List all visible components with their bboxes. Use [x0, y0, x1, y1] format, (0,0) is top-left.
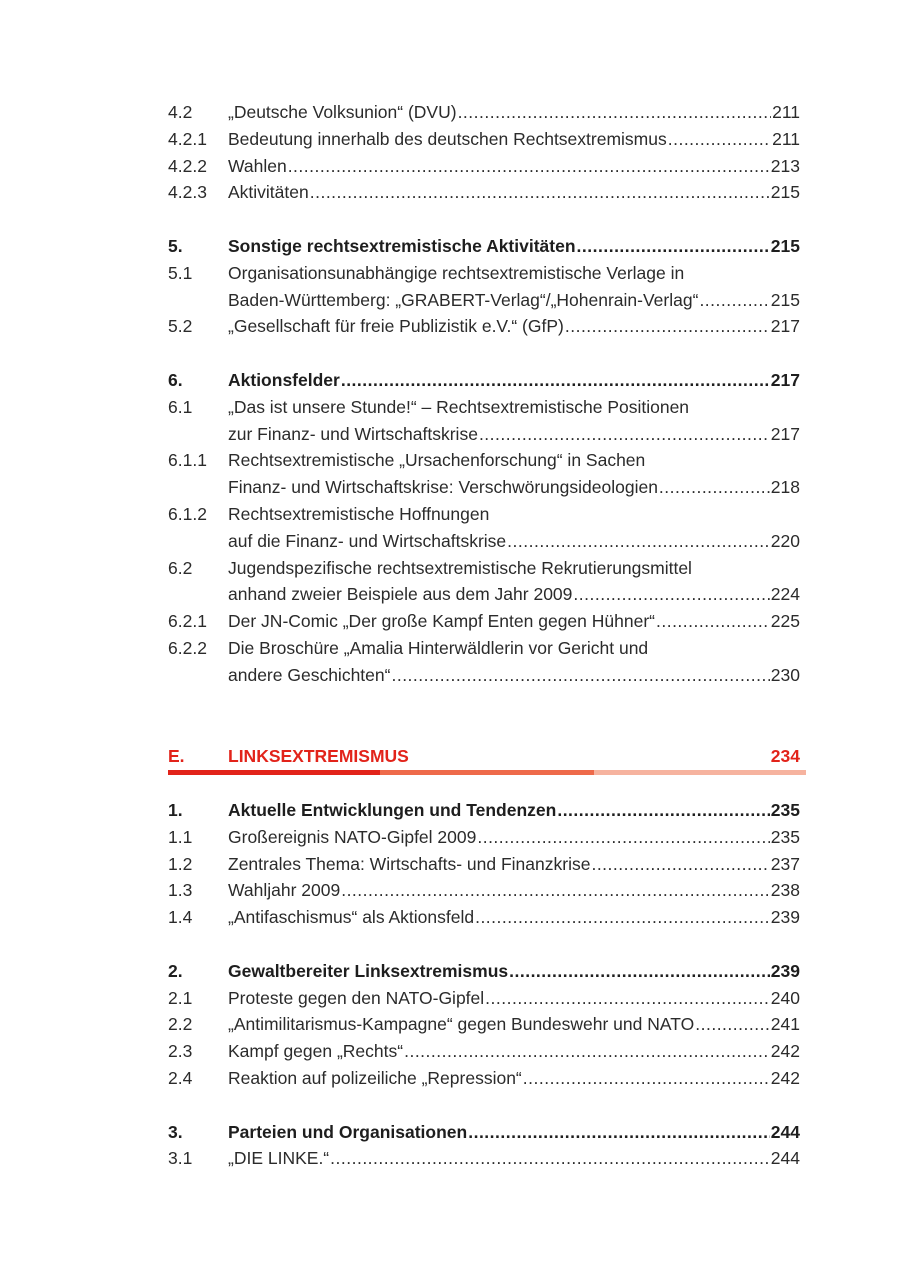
section-rule-segment [168, 770, 380, 775]
toc-entry-number: 6.2 [168, 557, 193, 578]
section-page-number: 234 [770, 746, 800, 766]
section-rule-segment [594, 770, 806, 775]
toc-entry-title: Großereignis NATO-Gipfel 2009 [228, 826, 477, 847]
dot-leader [557, 797, 769, 824]
dot-leader [523, 1065, 770, 1092]
toc-entry-page-number: 241 [770, 1014, 800, 1035]
toc-entry-title: Proteste gegen den NATO-Gipfel [228, 987, 485, 1008]
toc-entry-page-number: 230 [770, 664, 800, 685]
toc-entry-number: 6.1 [168, 396, 193, 417]
dot-leader [591, 851, 769, 878]
dot-leader [468, 1119, 770, 1146]
toc-entry[interactable] [168, 904, 800, 931]
toc-entry[interactable] [168, 421, 800, 448]
toc-entry-number: 1.2 [168, 853, 193, 874]
dot-leader [695, 1011, 770, 1038]
toc-entry[interactable] [168, 126, 800, 153]
toc-entry[interactable] [168, 1119, 800, 1146]
toc-entry-title: Zentrales Thema: Wirtschafts- und Finanzkrise [228, 853, 591, 874]
section-heading [168, 743, 806, 769]
toc-entry-title: Die Broschüre „Amalia Hinterwäldlerin vor Gericht und [228, 638, 649, 658]
toc-entry[interactable] [168, 233, 800, 260]
toc-entry[interactable] [168, 287, 800, 314]
toc-entry-number: 5.1 [168, 262, 193, 283]
toc-entry-title: zur Finanz- und Wirtschaftskrise [228, 423, 478, 444]
toc-entry-number: 4.2 [168, 102, 193, 122]
toc-entry-title: „Antimilitarismus-Kampagne“ gegen Bundeswehr und NATO [228, 1014, 695, 1035]
toc-entry[interactable] [168, 877, 800, 904]
toc-entry-title: Sonstige rechtsextremistische Aktivitäten [228, 236, 576, 256]
toc-entry[interactable] [168, 797, 800, 824]
dot-leader [475, 904, 770, 931]
toc-entry-number: 2.3 [168, 1041, 193, 1062]
toc-entry[interactable] [168, 985, 800, 1012]
toc-entry-title: Aktivitäten [228, 182, 309, 203]
toc-entry-number: 1.3 [168, 880, 193, 901]
dot-leader [310, 179, 770, 206]
toc-entry-page-number: 242 [770, 1068, 800, 1088]
toc-entry-title: Kampf gegen „Rechts“ [228, 1041, 404, 1062]
toc-entry[interactable] [168, 313, 800, 340]
toc-entry[interactable] [168, 608, 800, 635]
dot-leader [699, 287, 769, 314]
toc-entry-number: 5.2 [168, 316, 193, 337]
toc-entry-number: 6.2.2 [168, 638, 207, 658]
toc-entry-title: Jugendspezifische rechtsextremistische Rekrutierungsmittel [228, 557, 692, 578]
toc-entry-number: 6. [168, 370, 183, 390]
toc-entry-page-number: 217 [770, 316, 800, 337]
toc-entry-number: 1. [168, 800, 183, 820]
toc-entry-title: „Deutsche Volksunion“ (DVU) [228, 102, 457, 122]
toc-entry-title: „Das ist unsere Stunde!“ – Rechtsextremistische Positionen [228, 396, 690, 417]
toc-entry-title: „Antifaschismus“ als Aktionsfeld [228, 907, 475, 928]
dot-leader [668, 126, 771, 153]
toc-entry-title: Bedeutung innerhalb des deutschen Rechtsextremismus [228, 128, 667, 149]
toc-entry-page-number: 238 [770, 880, 800, 901]
toc-entry-page-number: 242 [770, 1041, 800, 1062]
dot-leader [477, 824, 769, 851]
toc-entry-page-number: 235 [770, 826, 800, 847]
dot-leader [656, 608, 770, 635]
toc-entry-title: Wahlen [228, 155, 287, 176]
toc-entry-number: 2.4 [168, 1068, 193, 1088]
toc-entry[interactable] [168, 99, 800, 126]
toc-entry-title: Rechtsextremistische „Ursachenforschung“ in Sachen [228, 450, 646, 471]
toc-entry-title: anhand zweier Beispiele aus dem Jahr 2009 [228, 584, 573, 605]
dot-leader [479, 421, 770, 448]
dot-leader [507, 528, 770, 555]
toc-entry-title: Reaktion auf polizeiliche „Repression“ [228, 1068, 522, 1088]
toc-entry-page-number: 244 [770, 1148, 800, 1169]
toc-entry[interactable] [168, 1038, 800, 1065]
toc-entry-title: Parteien und Organisationen [228, 1121, 468, 1142]
toc-entry-title: andere Geschichten“ [228, 664, 391, 685]
toc-entry-page-number: 225 [770, 611, 800, 632]
toc-entry-number: 2. [168, 960, 183, 981]
toc-entry-title: Wahljahr 2009 [228, 880, 341, 901]
toc-entry-title: auf die Finanz- und Wirtschaftskrise [228, 530, 507, 551]
toc-entry-title: Aktionsfelder [228, 370, 340, 390]
toc-entry-title: Baden-Württemberg: „GRABERT-Verlag“/„Hohenrain-Verlag“ [228, 289, 699, 310]
dot-leader [341, 367, 770, 394]
toc-entry[interactable] [168, 260, 800, 287]
dot-leader [391, 662, 769, 689]
toc-entry-number: 1.4 [168, 907, 193, 928]
toc-entry[interactable] [168, 1011, 800, 1038]
toc-entry[interactable] [168, 635, 800, 662]
dot-leader [485, 985, 770, 1012]
toc-entry[interactable] [168, 528, 800, 555]
toc-entry-page-number: 239 [770, 960, 800, 981]
toc-entry-number: 4.2.1 [168, 128, 207, 149]
toc-entry-number: 6.1.1 [168, 450, 207, 471]
toc-entry-page-number: 224 [770, 584, 800, 605]
toc-entry-page-number: 217 [770, 423, 800, 444]
toc-entry-title: „DIE LINKE.“ [228, 1148, 330, 1169]
toc-entry-number: 2.2 [168, 1014, 193, 1035]
toc-entry[interactable] [168, 179, 800, 206]
toc-entry-page-number: 235 [770, 800, 800, 820]
toc-entry[interactable] [168, 1145, 800, 1172]
section-number: E. [168, 746, 185, 766]
toc-entry[interactable] [168, 662, 800, 689]
toc-entry[interactable] [168, 367, 800, 394]
toc-entry[interactable] [168, 501, 800, 528]
toc-entry-title: Der JN-Comic „Der große Kampf Enten gegen Hühner“ [228, 611, 655, 632]
toc-entry-page-number: 215 [770, 236, 800, 256]
toc-entry-title: Finanz- und Wirtschaftskrise: Verschwörungsideologien [228, 477, 658, 498]
toc-entry-page-number: 215 [770, 182, 800, 203]
toc-entry-page-number: 220 [770, 530, 800, 551]
toc-entry-page-number: 211 [772, 128, 800, 149]
toc-entry[interactable] [168, 474, 800, 501]
toc-entry[interactable] [168, 1065, 800, 1092]
dot-leader [341, 877, 770, 904]
toc-entry[interactable] [168, 824, 800, 851]
dot-leader [573, 581, 769, 608]
toc-entry-title: Organisationsunabhängige rechtsextremistische Verlage in [228, 262, 685, 283]
toc-entry[interactable] [168, 958, 800, 985]
toc-entry-number: 3. [168, 1121, 183, 1142]
toc-entry-page-number: 239 [770, 907, 800, 928]
dot-leader [404, 1038, 770, 1065]
section-title: LINKSEXTREMISMUS [228, 746, 409, 766]
toc-entry-page-number: 240 [770, 987, 800, 1008]
toc-entry-number: 6.2.1 [168, 611, 207, 632]
dot-leader [458, 99, 772, 126]
toc-entry-number: 6.1.2 [168, 504, 207, 524]
toc-entry[interactable] [168, 555, 800, 582]
toc-entry-title: Rechtsextremistische Hoffnungen [228, 504, 490, 524]
dot-leader [330, 1145, 770, 1172]
toc-entry-title: „Gesellschaft für freie Publizistik e.V.“ (GfP) [228, 316, 564, 337]
toc-entry-page-number: 218 [770, 477, 800, 498]
toc-entry[interactable] [168, 447, 800, 474]
toc-entry-number: 4.2.2 [168, 155, 207, 176]
toc-entry-page-number: 237 [770, 853, 800, 874]
toc-entry-page-number: 211 [772, 102, 800, 122]
toc-entry-page-number: 215 [770, 289, 800, 310]
toc-entry-number: 1.1 [168, 826, 193, 847]
dot-leader [659, 474, 770, 501]
toc-entry-title: Aktuelle Entwicklungen und Tendenzen [228, 800, 557, 820]
toc-entry[interactable] [168, 581, 800, 608]
toc-entry[interactable] [168, 394, 800, 421]
toc-entry-number: 4.2.3 [168, 182, 207, 203]
toc-entry-page-number: 217 [770, 370, 800, 390]
toc-entry-number: 2.1 [168, 987, 193, 1008]
toc-entry-number: 3.1 [168, 1148, 193, 1169]
toc-entry-title: Gewaltbereiter Linksextremismus [228, 960, 509, 981]
toc-entry[interactable] [168, 851, 800, 878]
toc-entry-number: 5. [168, 236, 183, 256]
toc-entry[interactable] [168, 153, 800, 180]
toc-entry-page-number: 213 [770, 155, 800, 176]
toc-entry-page-number: 244 [770, 1121, 800, 1142]
dot-leader [509, 958, 770, 985]
dot-leader [577, 233, 770, 260]
dot-leader [565, 313, 770, 340]
section-rule-segment [380, 770, 594, 775]
dot-leader [288, 153, 770, 180]
